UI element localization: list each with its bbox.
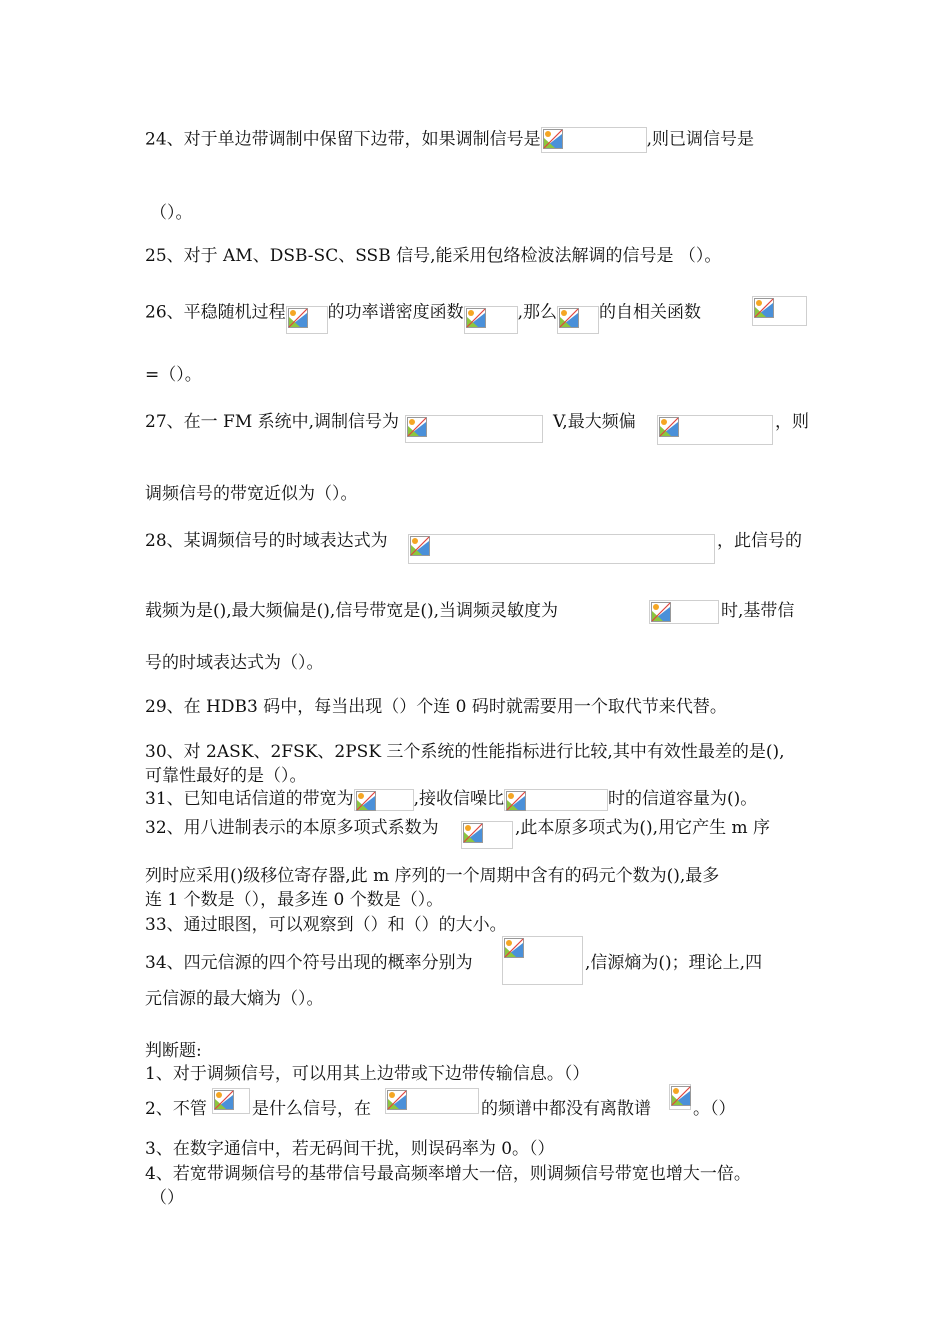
question-27-line1 <box>145 411 399 433</box>
question-text: ,那么 <box>517 302 558 323</box>
question-34-line2: 元信源的最大熵为（）。 <box>145 989 324 1009</box>
broken-image-icon <box>657 415 773 445</box>
question-28-text: ，此信号的 <box>717 531 802 551</box>
question-29: 29、在 HDB3 码中，每当出现（）个连 0 码时就需要用一个取代节来代替。 <box>145 697 727 717</box>
question-text: ,则已调信号是 <box>646 129 755 150</box>
tf-question-1: 1、对于调频信号，可以用其上边带或下边带传输信息。（） <box>145 1064 590 1084</box>
broken-image-icon <box>408 534 715 564</box>
question-30-line2: 可靠性最好的是（）。 <box>145 766 307 786</box>
question-text: 26、平稳随机过程 <box>145 302 286 323</box>
question-30-line1: 30、对 2ASK、2FSK、2PSK 三个系统的性能指标进行比较,其中有效性最差的是(), <box>145 742 785 762</box>
tf-question-2-text: 的频谱中都没有离散谱 <box>481 1099 651 1119</box>
broken-image-icon <box>502 936 583 985</box>
broken-image-icon <box>752 296 807 326</box>
question-31 <box>145 788 757 810</box>
question-27-text: V,最大频偏 <box>553 412 636 432</box>
question-32-line3: 连 1 个数是（），最多连 0 个数是（）。 <box>145 890 444 910</box>
broken-image-icon <box>354 789 414 811</box>
question-text: 的功率谱密度函数 <box>327 302 464 323</box>
question-32-line2: 列时应采用()级移位寄存器,此 m 序列的一个周期中含有的码元个数为(),最多 <box>145 866 720 886</box>
question-text: 27、在一 FM 系统中,调制信号为 <box>145 412 400 432</box>
question-26-line2: =（）。 <box>145 365 202 385</box>
section-heading-true-false: 判断题: <box>145 1041 202 1061</box>
question-27-line2: 调频信号的带宽近似为（）。 <box>145 484 358 504</box>
broken-image-icon <box>669 1084 691 1110</box>
question-text: 2、不管 <box>145 1099 207 1119</box>
question-28-line2: 载频为是(),最大频偏是(),信号带宽是(),当调频灵敏度为 <box>145 601 559 621</box>
tf-question-2-text: 。（） <box>693 1099 736 1119</box>
broken-image-icon <box>504 789 608 811</box>
tf-question-3: 3、在数字通信中，若无码间干扰，则误码率为 0。（） <box>145 1139 555 1159</box>
broken-image-icon <box>405 415 543 443</box>
question-28-line1: 28、某调频信号的时域表达式为 <box>145 531 388 551</box>
question-32-text: ,此本原多项式为(),用它产生 m 序 <box>515 818 770 838</box>
question-34-line1: 34、四元信源的四个符号出现的概率分别为 <box>145 953 473 973</box>
broken-image-icon <box>649 600 719 624</box>
question-32-line1: 32、用八进制表示的本原多项式系数为 <box>145 818 439 838</box>
broken-image-icon <box>557 306 599 334</box>
tf-question-4-line1: 4、若宽带调频信号的基带信号最高频率增大一倍，则调频信号带宽也增大一倍。 <box>145 1164 751 1184</box>
question-text: 31、已知电话信道的带宽为 <box>145 789 354 809</box>
broken-image-icon <box>541 127 647 153</box>
question-28-text: 时,基带信 <box>721 601 795 621</box>
broken-image-icon <box>385 1088 479 1114</box>
question-text: ,接收信噪比 <box>413 789 505 809</box>
question-25: 25、对于 AM、DSB-SC、SSB 信号,能采用包络检波法解调的信号是 （）。 <box>145 246 722 266</box>
broken-image-icon <box>464 306 518 334</box>
question-text: 时的信道容量为()。 <box>608 789 758 809</box>
tf-question-2-text: 是什么信号，在 <box>252 1099 371 1119</box>
question-24-line1 <box>145 127 754 149</box>
question-text: 的自相关函数 <box>599 302 702 323</box>
broken-image-icon <box>461 821 513 849</box>
tf-question-4-line2: （） <box>150 1188 184 1208</box>
question-text: 24、对于单边带调制中保留下边带，如果调制信号是 <box>145 129 541 150</box>
question-28-line3: 号的时域表达式为（）。 <box>145 653 324 673</box>
broken-image-icon <box>286 306 328 334</box>
broken-image-icon <box>212 1088 250 1114</box>
tf-question-2 <box>145 1098 207 1120</box>
question-24-line2: （）。 <box>150 203 193 223</box>
question-34-text: ,信源熵为()；理论上,四 <box>585 953 763 973</box>
question-33: 33、通过眼图，可以观察到（）和（）的大小。 <box>145 915 507 935</box>
question-26-line1 <box>145 292 702 323</box>
question-27-text: ，则 <box>775 412 809 432</box>
